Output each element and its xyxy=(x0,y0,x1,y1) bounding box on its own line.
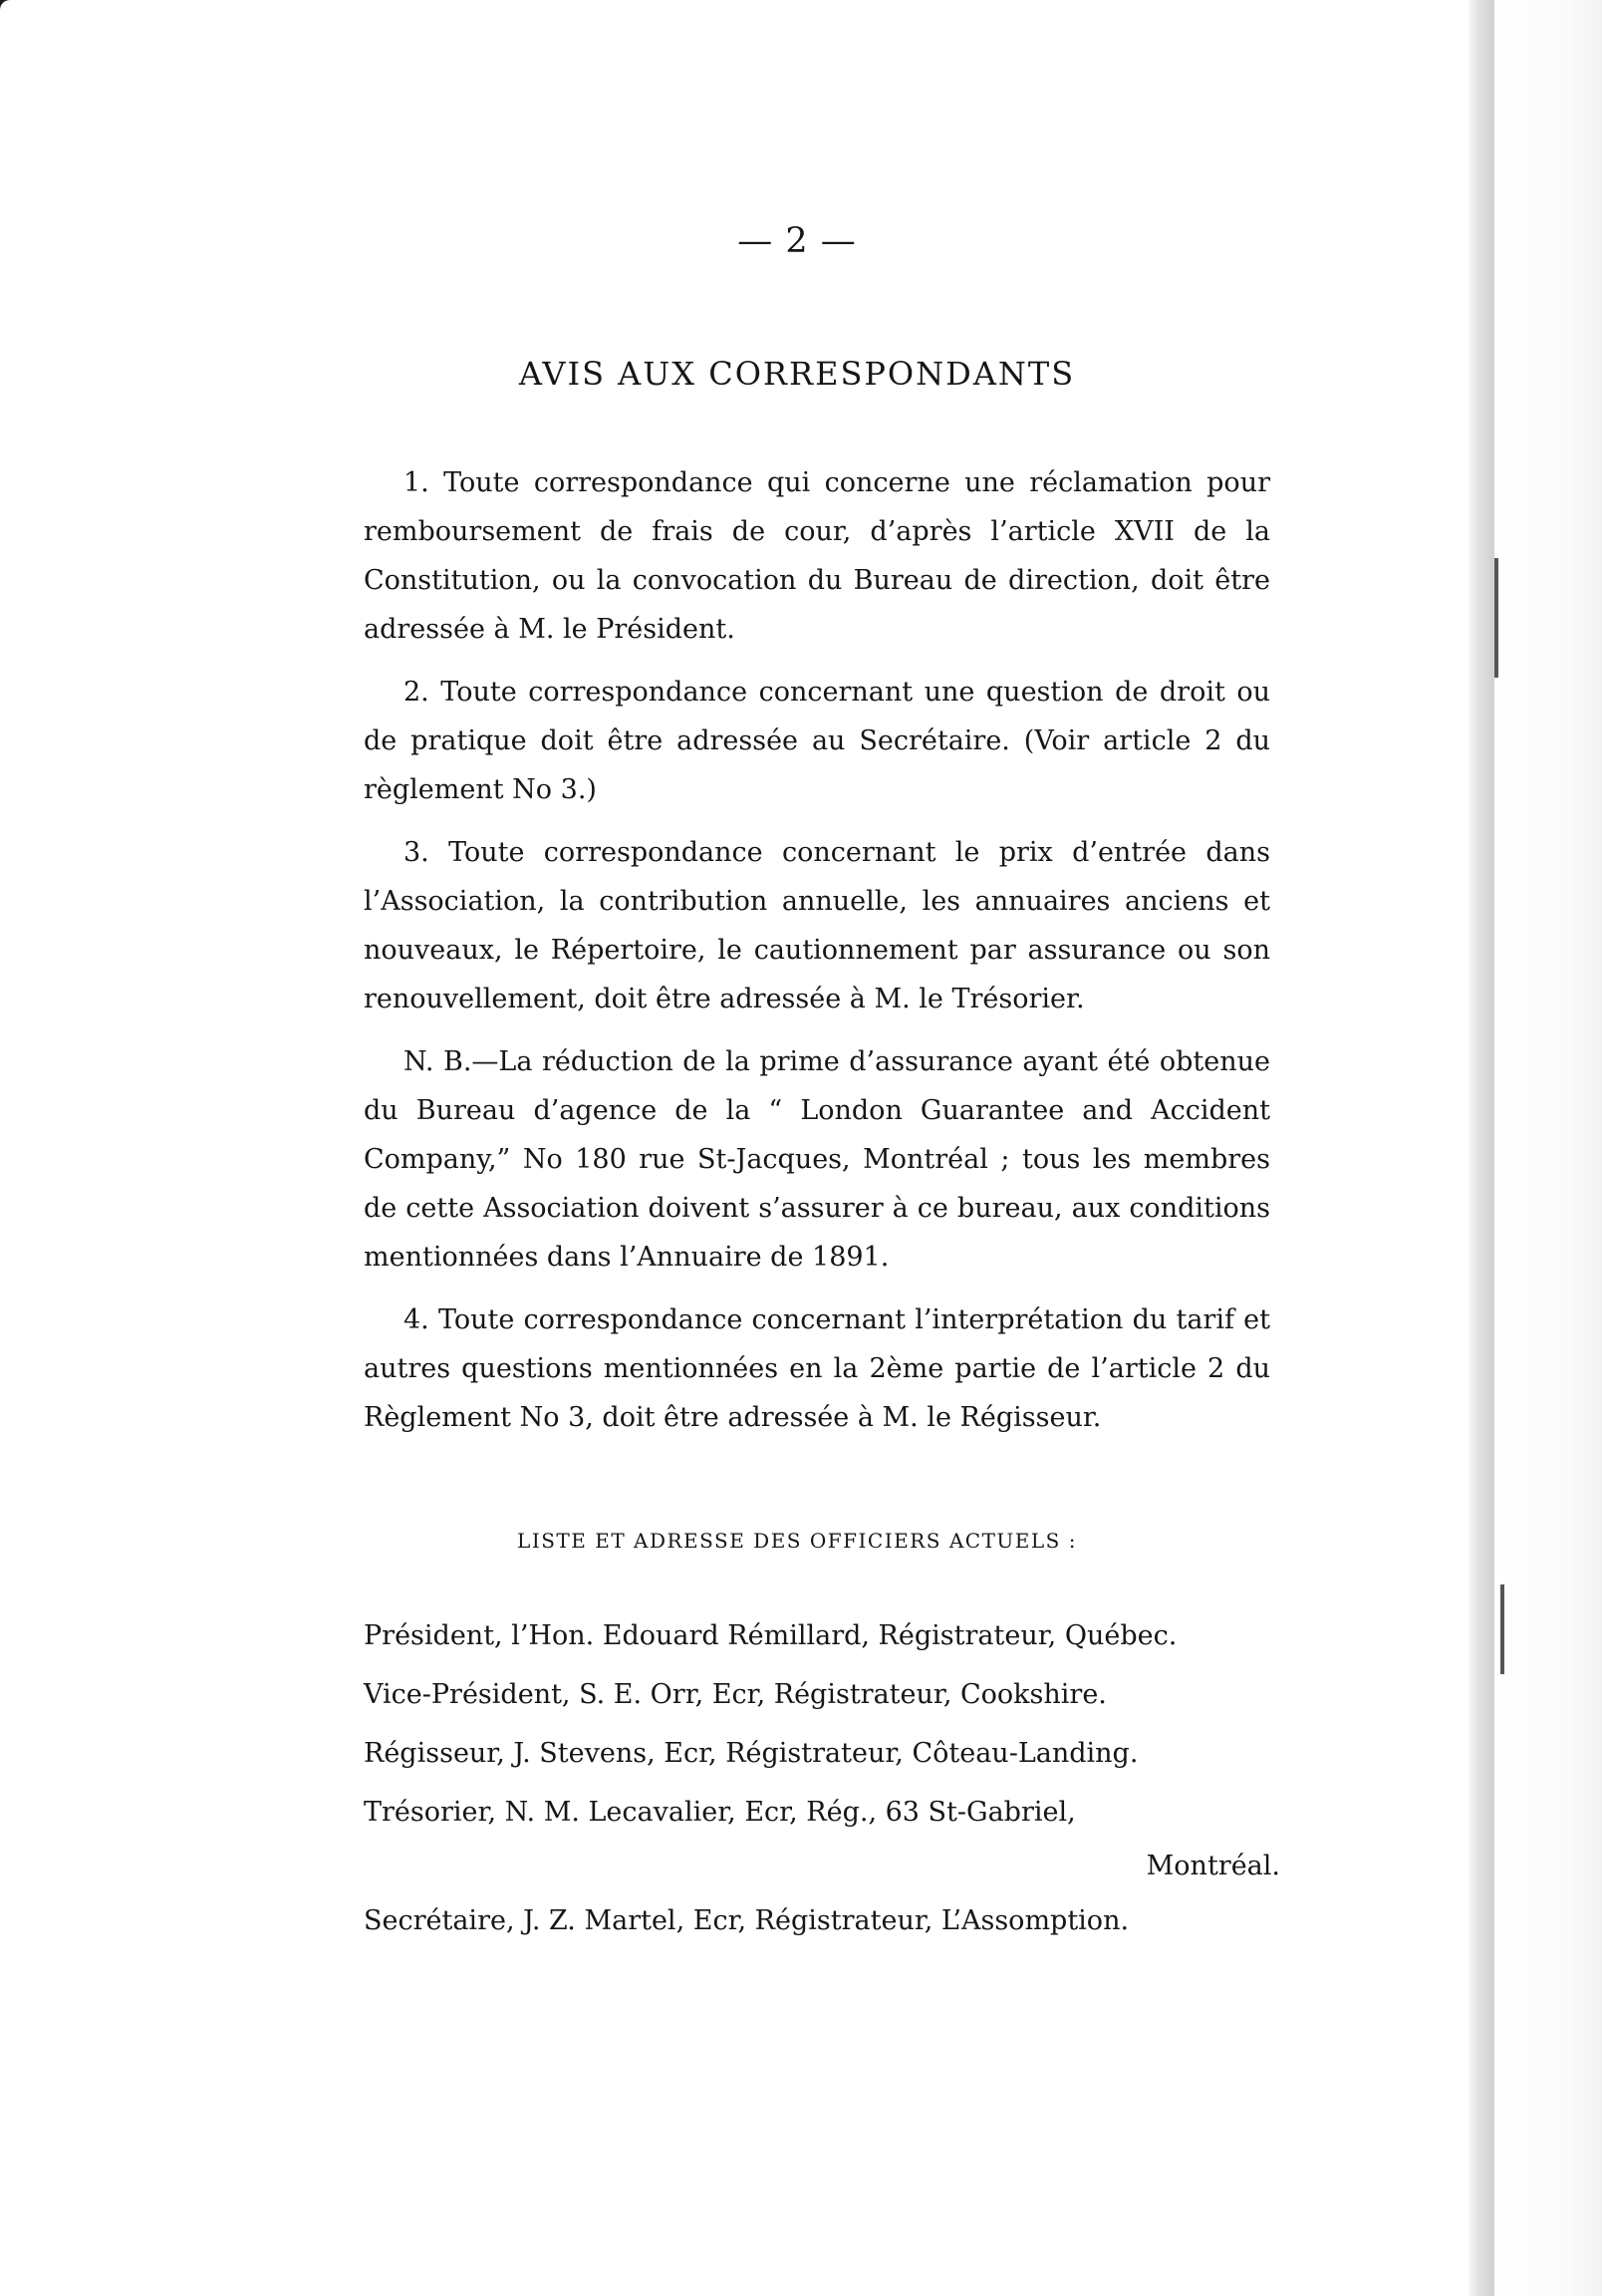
officers-heading: LISTE ET ADRESSE DES OFFICIERS ACTUELS : xyxy=(517,1529,1077,1553)
officer-tresorier-city: Montréal. xyxy=(1146,1851,1280,1881)
facing-page-strip xyxy=(1494,0,1602,2296)
officer-vice-president: Vice-Président, S. E. Orr, Ecr, Régistrateur, Cookshire. xyxy=(364,1679,1107,1710)
page-title: AVIS AUX CORRESPONDANTS xyxy=(518,355,1076,393)
paragraph-nb: N. B.—La réduction de la prime d’assurance ayant été obtenue du Bureau d’agence de la “ London Guarantee and Accident Company,” No 180 rue St-Jacques, Montréal ; tous les membres de cette Association doivent s’assurer à ce bureau, aux conditions mentionnées dans l’Annuaire de 1891. xyxy=(364,1046,1270,1273)
officer-president: Président, l’Hon. Edouard Rémillard, Régistrateur, Québec. xyxy=(364,1620,1178,1651)
officer-regisseur: Régisseur, J. Stevens, Ecr, Régistrateur, Côteau-Landing. xyxy=(364,1738,1139,1769)
paragraph-4: 4. Toute correspondance concernant l’interprétation du tarif et autres questions mentionnées en la 2ème partie de l’article 2 du Règlement No 3, doit être adressée à M. le Régisseur. xyxy=(364,1304,1270,1433)
officer-secretaire: Secrétaire, J. Z. Martel, Ecr, Régistrateur, L’Assomption. xyxy=(364,1905,1130,1936)
officer-tresorier: Trésorier, N. M. Lecavalier, Ecr, Rég., 63 St-Gabriel, xyxy=(364,1797,1076,1828)
officers-list xyxy=(364,1606,1280,1950)
binding-mark xyxy=(1494,558,1498,678)
paragraph-1: 1. Toute correspondance qui concerne une réclamation pour remboursement de frais de cour, d’après l’article XVII de la Constitution, ou la convocation du Bureau de direction, doit être adressée à M. le Président. xyxy=(364,467,1270,645)
notice-body xyxy=(364,458,1270,1456)
paragraph-3: 3. Toute correspondance concernant le prix d’entrée dans l’Association, la contribution annuelle, les annuaires anciens et nouveaux, le Répertoire, le cautionnement par assurance ou son renouvellement, doit être adressée à M. le Trésorier. xyxy=(364,837,1270,1014)
binding-mark xyxy=(1500,1584,1504,1674)
paragraph-2: 2. Toute correspondance concernant une question de droit ou de pratique doit être adressée au Secrétaire. (Voir article 2 du règlement No 3.) xyxy=(364,677,1270,805)
page-edge xyxy=(1468,0,1494,2296)
page-number: — 2 — xyxy=(737,221,857,261)
